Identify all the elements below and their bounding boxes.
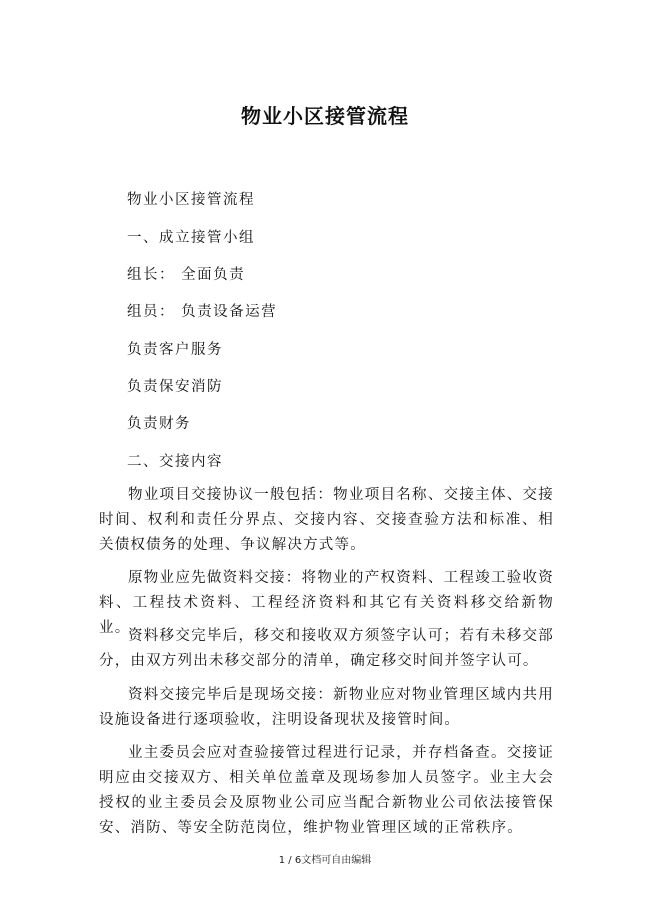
paragraph-committee: 业主委员会应对查验接管过程进行记录，并存档备查。交接证明应由交接双方、相关单位盖章及现场参加人员签字。业主大会授权的业主委员会及原物业公司应当配合新物业公司依法接管保安、消防、等安全防范岗位，维护物业管理区域的正常秩序。 (99, 745, 554, 836)
text-line-customer-service: 负责客户服务 (127, 342, 223, 358)
page-footer: 1 / 6文档可自由编辑 (278, 855, 372, 866)
section-heading-1: 一、成立接管小组 (127, 230, 255, 246)
section-heading-2: 二、交接内容 (127, 454, 223, 470)
paragraph-site-handover: 资料交接完毕后是现场交接：新物业应对物业管理区域内共用设施设备进行逐项验收，注明设备现状及接管时间。 (99, 687, 554, 728)
text-line-finance: 负责财务 (127, 416, 191, 432)
text-line-security: 负责保安消防 (127, 379, 223, 395)
paragraph-agreement: 物业项目交接协议一般包括：物业项目名称、交接主体、交接时间、权利和责任分界点、交接内容、交接查验方法和标准、相关债权债务的处理、争议解决方式等。 (99, 487, 554, 553)
text-line-subtitle: 物业小区接管流程 (127, 192, 255, 208)
paragraph-data-handover: 原物业应先做资料交接：将物业的产权资料、工程竣工验收资料、工程技术资料、工程经济资料和其它有关资料移交给新物业。 (99, 570, 554, 636)
paragraph-signoff: 资料移交完毕后，移交和接收双方须签字认可；若有未移交部分，由双方列出未移交部分的清单，确定移交时间并签字认可。 (99, 628, 554, 669)
text-line-member: 组员： 负责设备运营 (127, 304, 278, 320)
text-line-leader: 组长： 全面负责 (127, 267, 246, 283)
document-title: 物业小区接管流程 (241, 104, 409, 128)
